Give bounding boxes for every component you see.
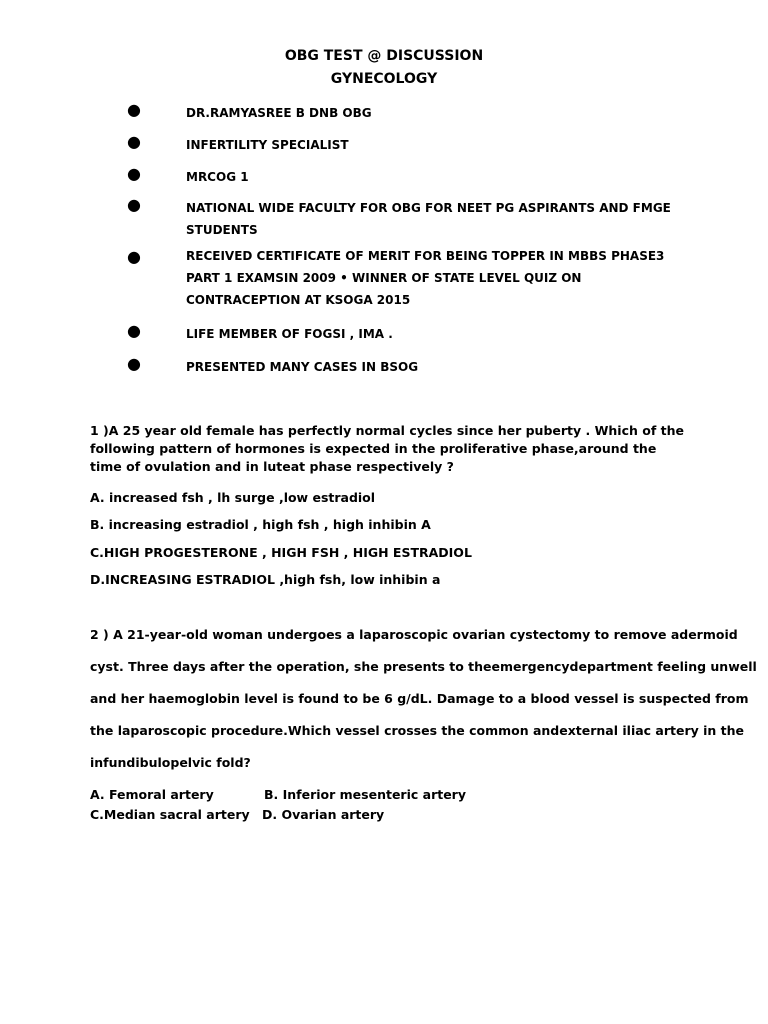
option-b: B. increasing estradiol , high fsh , high inhibin A <box>90 517 431 532</box>
option-d: D. Ovarian artery <box>262 807 385 822</box>
option-a: A. increased fsh , lh surge ,low estradiol <box>90 490 376 505</box>
document-subtitle: GYNECOLOGY <box>330 71 438 87</box>
list-item-text: PRESENTED MANY CASES IN BSOG <box>186 360 419 374</box>
bullet-icon: ● <box>127 195 141 214</box>
bullet-icon: ● <box>127 247 141 266</box>
list-item-text: NATIONAL WIDE FACULTY FOR OBG FOR NEET PG ASPIRANTS AND FMGE STUDENTS <box>186 201 671 237</box>
list-item-text: DR.RAMYASREE B DNB OBG <box>186 106 372 120</box>
option-c: C.HIGH PROGESTERONE , HIGH FSH , HIGH ESTRADIOL <box>90 545 472 560</box>
document-title: OBG TEST @ DISCUSSION <box>284 48 484 64</box>
option-b: B. Inferior mesenteric artery <box>264 787 466 802</box>
list-item-text: INFERTILITY SPECIALIST <box>186 138 349 152</box>
bullet-icon: ● <box>127 321 141 340</box>
option-a: A. Femoral artery <box>90 787 214 802</box>
question-2-line: infundibulopelvic fold? <box>90 755 251 770</box>
option-c: C.Median sacral artery <box>90 807 250 822</box>
list-item-text: RECEIVED CERTIFICATE OF MERIT FOR BEING TOPPER IN MBBS PHASE3 PART 1 EXAMSIN 2009 • WINNER OF STATE LEVEL QUIZ ON CONTRACEPTION AT KSOGA 2015 <box>186 249 665 307</box>
bullet-icon: ● <box>127 100 141 119</box>
question-2-line: the laparoscopic procedure.Which vessel crosses the common andexternal iliac artery in the <box>90 723 745 738</box>
bullet-icon: ● <box>127 132 141 151</box>
list-item-text: LIFE MEMBER OF FOGSI , IMA . <box>186 327 393 341</box>
bullet-icon: ● <box>127 164 141 183</box>
option-d: D.INCREASING ESTRADIOL ,high fsh, low inhibin a <box>90 572 441 587</box>
author-credentials-list <box>0 0 768 400</box>
bullet-icon: ● <box>127 354 141 373</box>
question-2-line: and her haemoglobin level is found to be 6 g/dL. Damage to a blood vessel is suspected from <box>90 691 749 706</box>
list-item-text: MRCOG 1 <box>186 170 249 184</box>
question-1-text: 1 )A 25 year old female has perfectly normal cycles since her puberty . Which of the following pattern of hormones is expected in the proliferative phase,around the time of ovulation and in luteat phase respectively ? <box>90 423 684 474</box>
question-2-line: cyst. Three days after the operation, she presents to theemergencydepartment feeling unwell <box>90 659 757 674</box>
question-2-line: 2 ) A 21-year-old woman undergoes a laparoscopic ovarian cystectomy to remove adermoid <box>90 627 738 642</box>
